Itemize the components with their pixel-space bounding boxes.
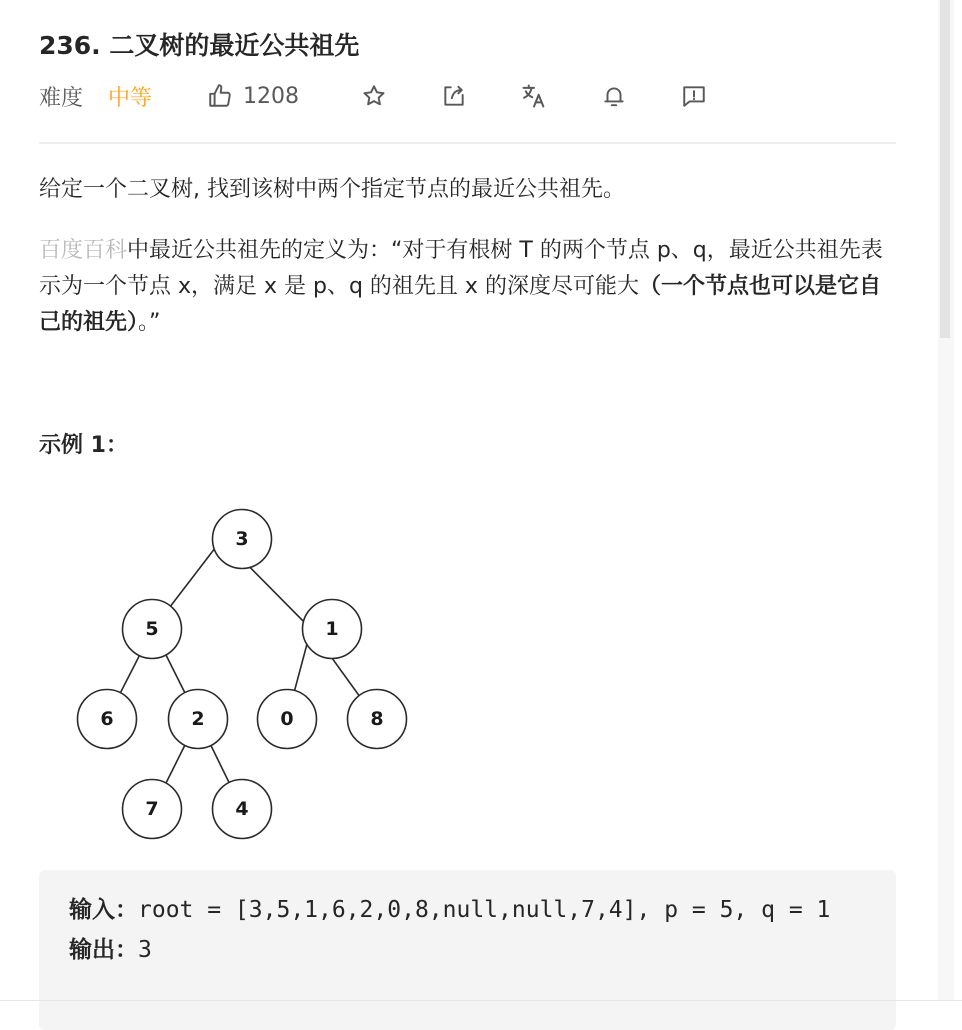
bell-icon — [601, 83, 627, 109]
binary-tree-diagram — [74, 506, 414, 846]
tree-node-label: 7 — [145, 798, 159, 820]
input-value: root = [3,5,1,6,2,0,8,null,null,7,4], p = 5, q = 1 — [138, 897, 831, 923]
panel-bottom-border — [0, 1000, 962, 1001]
definition-note: （一个节点也可以是它自己的祖先） — [39, 274, 881, 335]
translate-icon — [520, 82, 548, 110]
tree-node-label: 4 — [235, 798, 249, 820]
notification-button[interactable] — [598, 80, 630, 112]
share-button[interactable] — [438, 80, 470, 112]
feedback-icon — [681, 83, 707, 109]
tree-node-label: 8 — [370, 708, 384, 730]
output-value: 3 — [138, 937, 152, 963]
tree-node-label: 2 — [191, 708, 205, 730]
problem-meta-bar — [39, 80, 896, 112]
like-button[interactable] — [207, 80, 299, 112]
difficulty-label: 难度 — [39, 85, 84, 111]
output-label: 输出： — [69, 937, 138, 963]
example-title: 示例 1： — [39, 433, 128, 458]
problem-title: 236. 二叉树的最近公共祖先 — [39, 31, 360, 60]
scrollbar-thumb[interactable] — [940, 0, 950, 338]
feedback-button[interactable] — [678, 80, 710, 112]
difficulty-value: 中等 — [108, 85, 153, 111]
favorite-button[interactable] — [358, 80, 390, 112]
tree-node-label: 0 — [280, 708, 294, 730]
example-code-block — [39, 870, 896, 1030]
translate-button[interactable] — [518, 80, 550, 112]
tree-node-label: 6 — [100, 708, 114, 730]
definition-end: 。” — [138, 310, 161, 335]
tree-node-label: 1 — [325, 618, 339, 640]
example-io — [69, 890, 869, 970]
like-count: 1208 — [243, 83, 299, 109]
description-paragraph-1: 给定一个二叉树, 找到该树中两个指定节点的最近公共祖先。 — [39, 177, 625, 202]
input-label: 输入： — [69, 897, 138, 923]
share-icon — [441, 83, 467, 109]
vertical-scrollbar[interactable] — [938, 0, 954, 1000]
description-paragraph-2 — [39, 233, 891, 341]
definition-text: 中最近公共祖先的定义为：“对于有根树 T 的两个节点 p、q，最近公共祖先表示为一个节点 x，满足 x 是 p、q 的祖先且 x 的深度尽可能大 — [39, 238, 883, 299]
header-divider — [39, 142, 896, 144]
tree-node-label: 5 — [145, 618, 159, 640]
thumbs-up-icon — [207, 83, 233, 109]
star-icon — [361, 83, 387, 109]
tree-node-label: 3 — [235, 528, 249, 550]
baidu-baike-link[interactable]: 百度百科 — [39, 238, 128, 263]
